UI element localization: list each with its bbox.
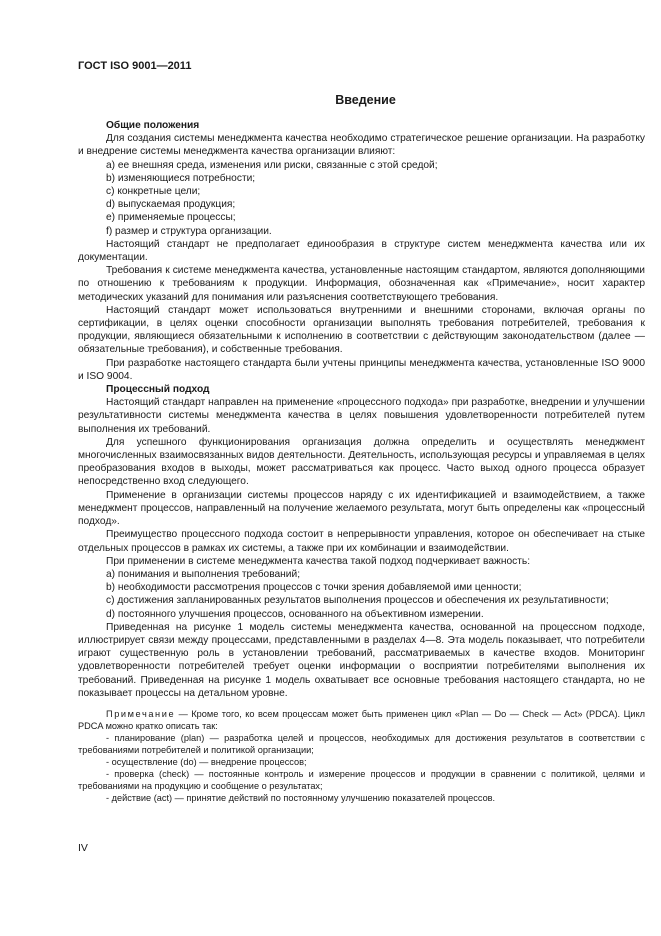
- note-intro: [78, 708, 645, 732]
- paragraph: Настоящий стандарт может использоваться внутренними и внешними сторонами, включая органы по сертификации, в целях оценки способности организации выполнять требования потребителей, требования к продукции, являющиеся обязательными к исполнению в соответствии с действующим законодательством (далее — обязательные требования), и собственные требования.: [78, 304, 645, 356]
- document-body: [78, 119, 645, 804]
- note-text: — Кроме того, ко всем процессам может быть применен цикл «Plan — Do — Check — Act» (PDCA). Цикл PDCA можно кратко описать так:: [78, 708, 645, 731]
- paragraph: Требования к системе менеджмента качества, установленные настоящим стандартом, являются дополняющими по отношению к требованиям к продукции. Информация, обозначенная как «Примечание», носит характер методических указаний для понимания или разъяснения соответствующего требования.: [78, 265, 645, 303]
- list-item: d) выпускаемая продукция;: [106, 199, 236, 211]
- note-item: - действие (act) — принятие действий по постоянному улучшению показателей процессов.: [106, 792, 496, 803]
- list-item: b) изменяющиеся потребности;: [106, 172, 256, 184]
- document-header: ГОСТ ISO 9001—2011: [78, 60, 192, 72]
- paragraph: Для успешного функционирования организация должна определить и осуществлять менеджмент многочисленных взаимосвязанных видов деятельности. Деятельность, использующая ресурсы и управляемая в целях преобразования входов в выходы, может рассматриваться как процесс. Часто выход одного процесса образует непосредственно вход следующего.: [78, 436, 645, 488]
- note-item: - проверка (check) — постоянные контроль и измерение процессов и продукции в сравнении с политикой, целями и требованиями на продукцию и сообщение о результатах;: [78, 768, 645, 791]
- list-item: с) конкретные цели;: [106, 186, 201, 198]
- list-item: а) ее внешняя среда, изменения или риски, связанные с этой средой;: [106, 159, 438, 171]
- paragraph: При разработке настоящего стандарта были учтены принципы менеджмента качества, установленные ISO 9000 и ISO 9004.: [78, 357, 645, 382]
- list-item: а) понимания и выполнения требований;: [106, 568, 301, 580]
- paragraph: При применении в системе менеджмента качества такой подход подчеркивает важность:: [106, 555, 531, 567]
- list-item: f) размер и структура организации.: [106, 225, 272, 237]
- paragraph: Преимущество процессного подхода состоит в непрерывности управления, которое он обеспечивает на стыке отдельных процессов в рамках их системы, а также при их комбинации и взаимодействии.: [78, 529, 645, 554]
- paragraph: Настоящий стандарт направлен на применение «процессного подхода» при разработке, внедрении и улучшении результативности системы менеджмента качества в целях повышения удовлетворенности потребителей путем выполнения их требований.: [78, 397, 645, 435]
- note-block: [78, 708, 645, 804]
- page-title: Введение: [335, 93, 396, 107]
- page-number: IV: [78, 842, 88, 854]
- list-item: е) применяемые процессы;: [106, 212, 236, 224]
- section-heading: Процессный подход: [106, 384, 210, 396]
- list-item: d) постоянного улучшения процессов, основанного на объективном измерении.: [106, 608, 484, 620]
- note-item: - осуществление (do) — внедрение процессов;: [106, 756, 307, 767]
- section-heading: Общие положения: [106, 120, 200, 131]
- note-item: - планирование (plan) — разработка целей и процессов, необходимых для достижения результатов в соответствии с требованиями потребителей и политикой организации;: [78, 732, 645, 755]
- paragraph: Настоящий стандарт не предполагает единообразия в структуре систем менеджмента качества или их документации.: [78, 238, 645, 264]
- paragraph: Приведенная на рисунке 1 модель системы менеджмента качества, основанной на процессном подходе, иллюстрирует связи между процессами, представленными в разделах 4—8. Эта модель показывает, что потребители играют существенную роль в установлении требований, рассматриваемых в качестве входов. Мониторинг удовлетворенности потребителей требует оценки информации о восприятии потребителями выполнения их требований. Приведенная на рисунке 1 модель охватывает все основные требования настоящего стандарта, но не показывает процессы на детальном уровне.: [78, 621, 645, 699]
- list-item: b) необходимости рассмотрения процессов с точки зрения добавляемой ими ценности;: [106, 582, 522, 594]
- list-item: с) достижения запланированных результатов выполнения процессов и обеспечения их результативности;: [106, 595, 609, 607]
- paragraph: Для создания системы менеджмента качества необходимо стратегическое решение организации. На разработку и внедрение системы менеджмента качества организации влияют:: [78, 133, 645, 158]
- note-label: Примечание: [106, 708, 176, 719]
- paragraph: Применение в организации системы процессов наряду с их идентификацией и взаимодействием, а также менеджмент процессов, направленный на получение желаемого результата, могут быть определены как «процессный подход».: [78, 489, 645, 528]
